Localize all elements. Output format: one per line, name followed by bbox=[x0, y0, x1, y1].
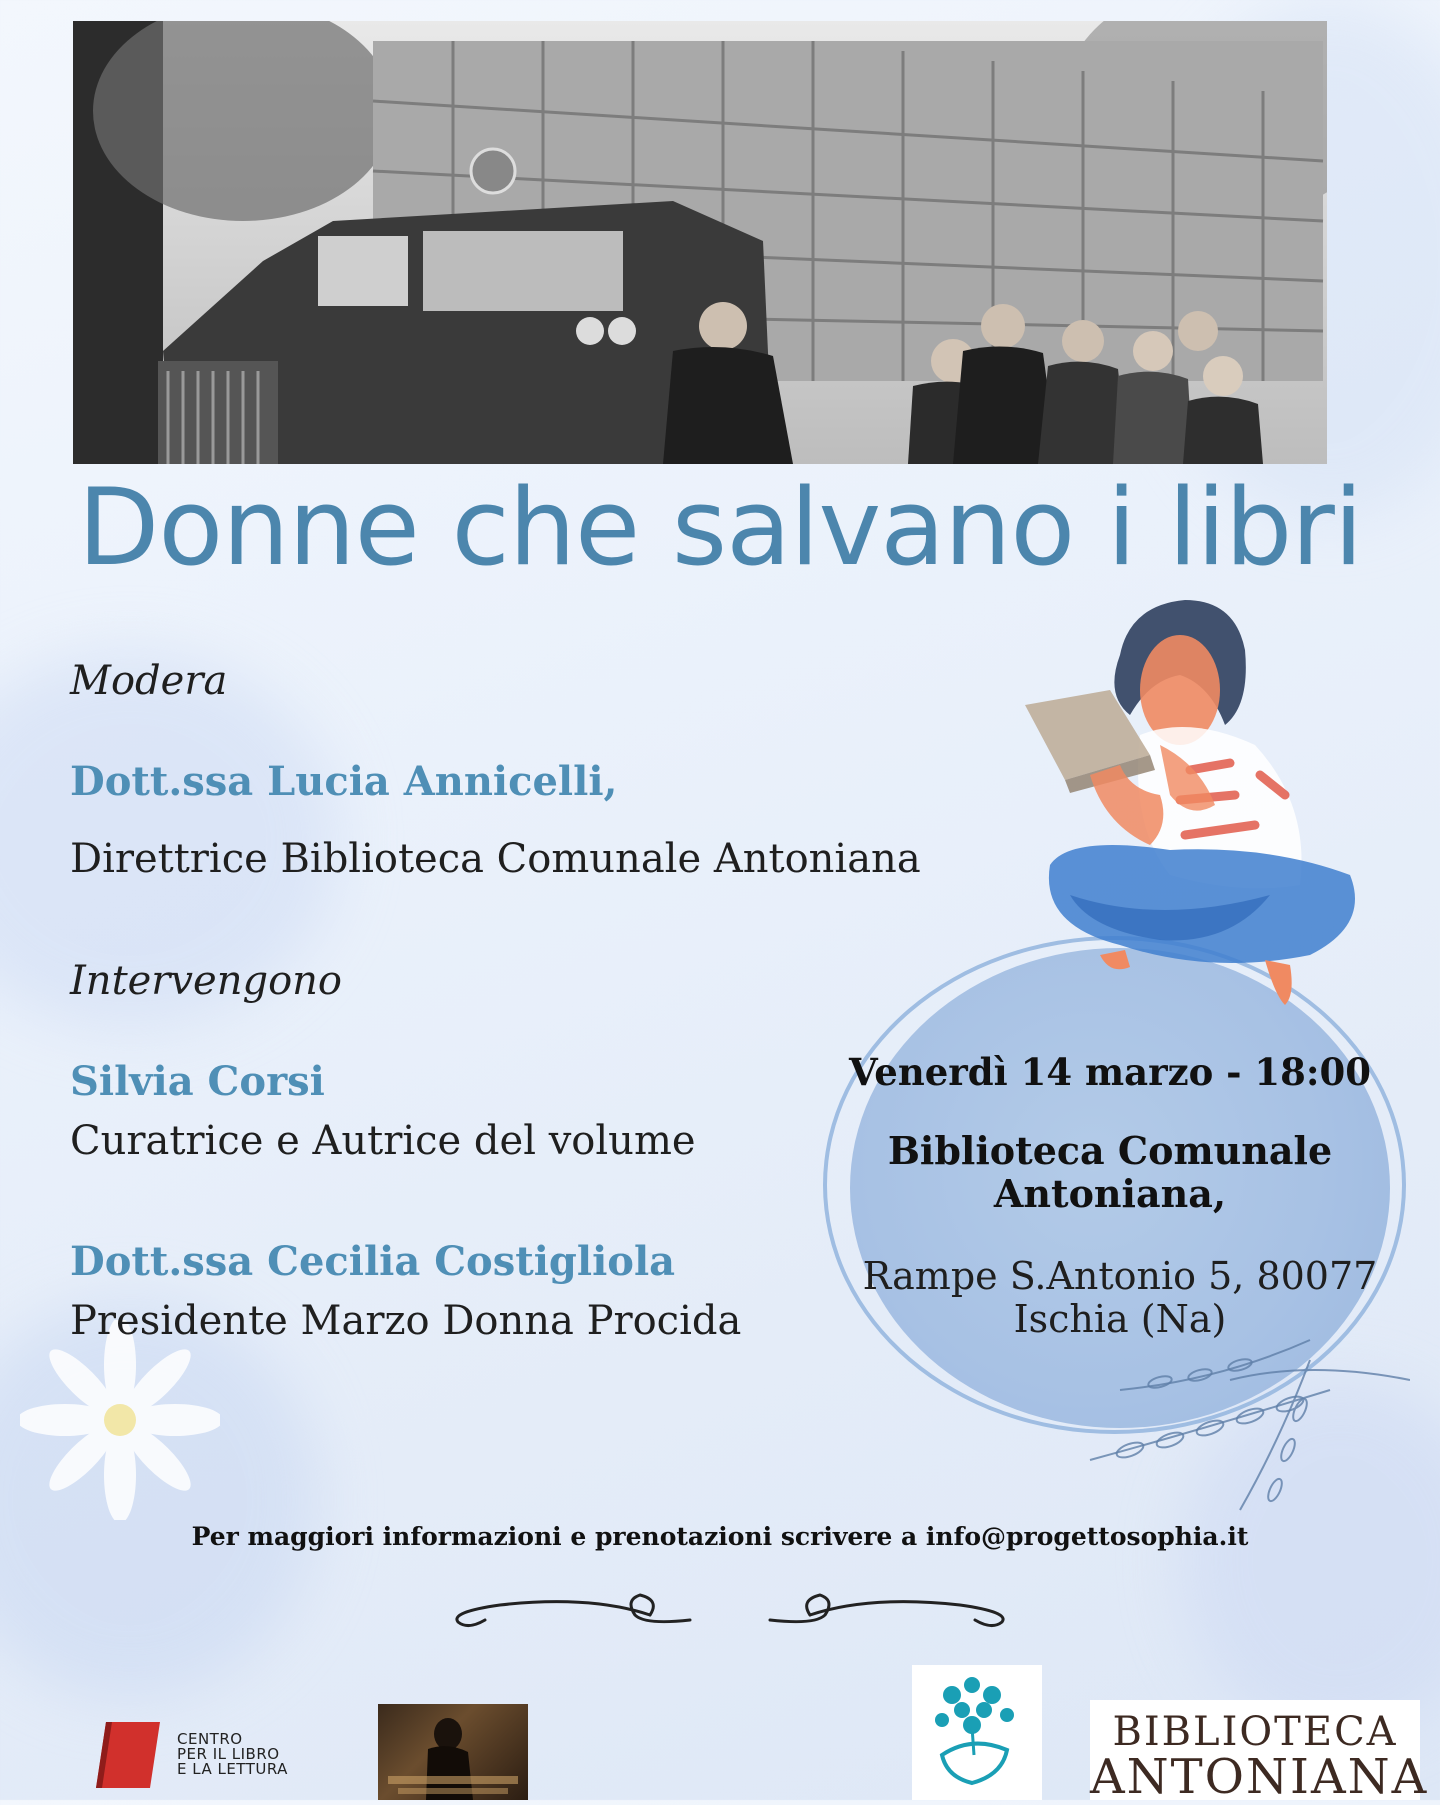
poster-figure-icon bbox=[378, 1704, 528, 1800]
flower-decoration bbox=[20, 1320, 220, 1520]
book-poster-thumbnail bbox=[378, 1704, 528, 1800]
speaker-role: Presidente Marzo Donna Procida bbox=[70, 1298, 742, 1344]
centro-libro-text bbox=[177, 1732, 288, 1777]
event-address-line: Rampe S.Antonio 5, 80077 bbox=[862, 1254, 1378, 1298]
marzo-donna-logo bbox=[912, 1665, 1042, 1800]
lavender-sprig-decoration bbox=[1080, 1320, 1410, 1520]
reading-woman-illustration bbox=[1010, 595, 1380, 1025]
biblioteca-logo-line: BIBLIOTECA bbox=[1112, 1709, 1398, 1755]
event-title: Donne che salvano i libri bbox=[77, 466, 1363, 589]
event-venue bbox=[840, 1130, 1380, 1215]
event-venue-line: Antoniana, bbox=[993, 1170, 1227, 1216]
moderator-label: Modera bbox=[70, 658, 228, 704]
moderator-name: Dott.ssa Lucia Annicelli, bbox=[70, 758, 618, 805]
historic-photo bbox=[73, 21, 1327, 464]
centro-line: PER IL LIBRO bbox=[177, 1745, 280, 1763]
moderator-role: Direttrice Biblioteca Comunale Antoniana bbox=[70, 836, 921, 882]
biblioteca-antoniana-logo bbox=[1090, 1700, 1429, 1805]
speaker-role: Curatrice e Autrice del volume bbox=[70, 1118, 696, 1164]
event-venue-line: Biblioteca Comunale bbox=[887, 1128, 1333, 1173]
flourish-divider bbox=[440, 1580, 1020, 1640]
biblioteca-logo-line: ANTONIANA bbox=[1090, 1749, 1429, 1805]
centro-libro-logo bbox=[92, 1720, 332, 1790]
info-contact-text: Per maggiori informazioni e prenotazioni scrivere a info@progettosophia.it bbox=[191, 1522, 1249, 1551]
speakers-label: Intervengono bbox=[70, 958, 342, 1004]
event-date-time: Venerdì 14 marzo - 18:00 bbox=[848, 1050, 1372, 1094]
centro-line: CENTRO bbox=[177, 1730, 243, 1748]
event-address-line: Ischia (Na) bbox=[1013, 1296, 1227, 1341]
speaker-name: Dott.ssa Cecilia Costigliola bbox=[70, 1238, 676, 1285]
speaker-name: Silvia Corsi bbox=[70, 1058, 325, 1105]
marzo-donna-flower-icon bbox=[912, 1665, 1042, 1800]
centro-line: E LA LETTURA bbox=[177, 1760, 288, 1778]
centro-libro-mark-icon bbox=[92, 1720, 164, 1790]
